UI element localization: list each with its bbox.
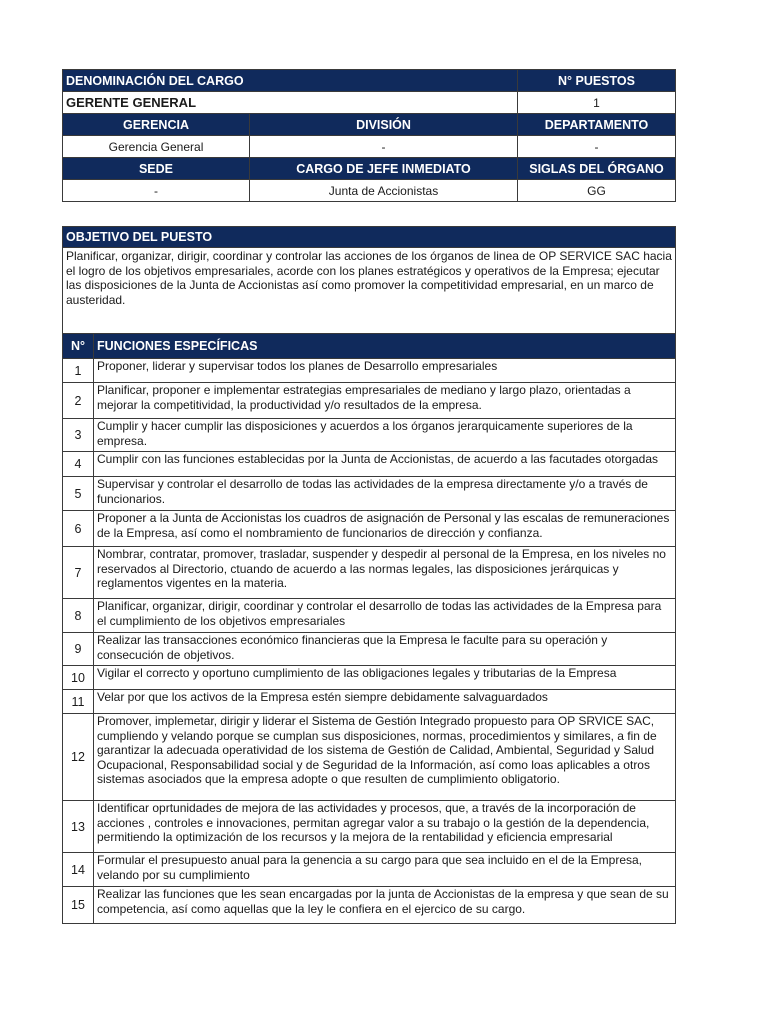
function-text: Cumplir con las funciones establecidas por la Junta de Accionistas, de acuerdo a las facutades otorgadas <box>97 452 658 466</box>
function-number: 10 <box>63 666 94 690</box>
function-text: Realizar las funciones que les sean encargadas por la junta de Accionistas de la empresa y que sean de su competencia, así como aquellas que la ley le confiera en el ejercico de su cargo. <box>97 887 669 916</box>
puestos-label: N° PUESTOS <box>518 70 676 92</box>
function-cell <box>94 887 676 924</box>
jefe-value: Junta de Accionistas <box>250 180 518 202</box>
function-row <box>63 690 676 714</box>
function-cell <box>94 633 676 666</box>
function-row <box>63 383 676 419</box>
function-cell <box>94 452 676 477</box>
function-text: Formular el presupuesto anual para la genencia a su cargo para que sea incluido en el de la Empresa, velando por su cumplimiento <box>97 853 643 882</box>
function-cell <box>94 477 676 511</box>
function-cell <box>94 547 676 599</box>
function-row <box>63 452 676 477</box>
function-number: 4 <box>63 452 94 477</box>
function-cell <box>94 714 676 801</box>
function-text: Identificar oprtunidades de mejora de las actividades y procesos, que, a través de la incorporación de acciones , controles e innovaciones, permitan agregar valor a su trabajo o la gestión de la dependencia, permitiendo la optimización de los recursos y la mejora de la rentabilidad y eficiencia empresarial <box>97 801 650 844</box>
siglas-label: SIGLAS DEL ÓRGANO <box>518 158 676 180</box>
function-number: 2 <box>63 383 94 419</box>
function-row <box>63 419 676 452</box>
sede-value: - <box>63 180 250 202</box>
funciones-label: FUNCIONES ESPECÍFICAS <box>94 334 676 359</box>
sede-label: SEDE <box>63 158 250 180</box>
departamento-value: - <box>518 136 676 158</box>
division-value: - <box>250 136 518 158</box>
functions-list <box>63 359 676 924</box>
function-row <box>63 633 676 666</box>
gerencia-label: GERENCIA <box>63 114 250 136</box>
denominacion-label: DENOMINACIÓN DEL CARGO <box>63 70 518 92</box>
function-cell <box>94 599 676 633</box>
function-cell <box>94 383 676 419</box>
function-cell <box>94 853 676 887</box>
function-row <box>63 887 676 924</box>
function-number: 6 <box>63 511 94 547</box>
function-row <box>63 359 676 383</box>
function-number: 15 <box>63 887 94 924</box>
job-header-table <box>62 69 676 202</box>
function-cell <box>94 511 676 547</box>
function-text: Proponer a la Junta de Accionistas los cuadros de asignación de Personal y las escalas de remuneraciones de la Empresa, así como el nombramiento de funcionarios de dirección y confianza. <box>97 511 670 540</box>
functions-table <box>62 226 676 924</box>
function-row <box>63 547 676 599</box>
objetivo-text: Planificar, organizar, dirigir, coordinar y controlar las acciones de los órganos de linea de OP SERVICE SAC hacia el logro de los objetivos empresariales, acorde con los planes estratégicos y operativos de la Empresa; ejecutar las disposiciones de la Junta de Accionistas así como promover la competitividad empresarial, en un marco de austeridad. <box>63 248 676 334</box>
function-cell <box>94 666 676 690</box>
function-text: Realizar las transacciones económico financieras que la Empresa le faculte para su operación y consecución de objetivos. <box>97 633 608 662</box>
puestos-value: 1 <box>518 92 676 114</box>
function-row <box>63 714 676 801</box>
function-row <box>63 853 676 887</box>
function-text: Planificar, organizar, dirigir, coordinar y controlar el desarrollo de todas las actividades de la Empresa para el cumplimiento de los objetivos empresariales <box>97 599 662 628</box>
function-number: 5 <box>63 477 94 511</box>
function-cell <box>94 419 676 452</box>
num-label: N° <box>63 334 94 359</box>
function-row <box>63 666 676 690</box>
function-text: Supervisar y controlar el desarrollo de todas las actividades de la empresa directamente y/o a través de funcionarios. <box>97 477 648 506</box>
function-text: Nombrar, contratar, promover, trasladar, suspender y despedir al personal de la Empresa, en los niveles no reservados al Directorio, ctuando de acuerdo a las normas legales, las disposiciones jerárquicas y reglamentos vigentes en la materia. <box>97 547 666 590</box>
function-number: 3 <box>63 419 94 452</box>
function-number: 9 <box>63 633 94 666</box>
function-number: 8 <box>63 599 94 633</box>
gerencia-value: Gerencia General <box>63 136 250 158</box>
function-cell <box>94 690 676 714</box>
departamento-label: DEPARTAMENTO <box>518 114 676 136</box>
function-text: Proponer, liderar y supervisar todos los planes de Desarrollo empresariales <box>97 359 498 373</box>
function-text: Velar por que los activos de la Empresa estén siempre debidamente salvaguardados <box>97 690 548 704</box>
function-number: 11 <box>63 690 94 714</box>
function-row <box>63 599 676 633</box>
function-text: Vigilar el correcto y oportuno cumplimiento de las obligaciones legales y tributarias de la Empresa <box>97 666 617 680</box>
function-number: 12 <box>63 714 94 801</box>
function-row <box>63 477 676 511</box>
function-number: 13 <box>63 801 94 853</box>
function-cell <box>94 801 676 853</box>
function-text: Planificar, proponer e implementar estrategias empresariales de mediano y largo plazo, orientadas a mejorar la competitividad, la productividad y/o resultados de la empresa. <box>97 383 631 412</box>
function-row <box>63 801 676 853</box>
function-text: Cumplir y hacer cumplir las disposiciones y acuerdos a los órganos jerarquicamente superiores de la empresa. <box>97 419 633 448</box>
siglas-value: GG <box>518 180 676 202</box>
jefe-label: CARGO DE JEFE INMEDIATO <box>250 158 518 180</box>
division-label: DIVISIÓN <box>250 114 518 136</box>
function-number: 7 <box>63 547 94 599</box>
function-cell <box>94 359 676 383</box>
function-number: 1 <box>63 359 94 383</box>
cargo-value: GERENTE GENERAL <box>63 92 518 114</box>
function-row <box>63 511 676 547</box>
function-number: 14 <box>63 853 94 887</box>
objetivo-label: OBJETIVO DEL PUESTO <box>63 227 676 248</box>
function-text: Promover, implemetar, dirigir y liderar el Sistema de Gestión Integrado propuesto para OP SRVICE SAC, cumpliendo y velando porque se cumplan sus disposiciones, normas, procedimientos y similares, a fin de garantizar la adecuada operatividad de los sistema de Gestión de Calidad, Ambiental, Seguridad y Salud Ocupacional, Responsabilidad social y de Seguridad de la Información, así como loas aplicables a otros sistemas asociados que la empresa adopte o que resulten de cumplimiento obligatorio. <box>97 714 657 786</box>
